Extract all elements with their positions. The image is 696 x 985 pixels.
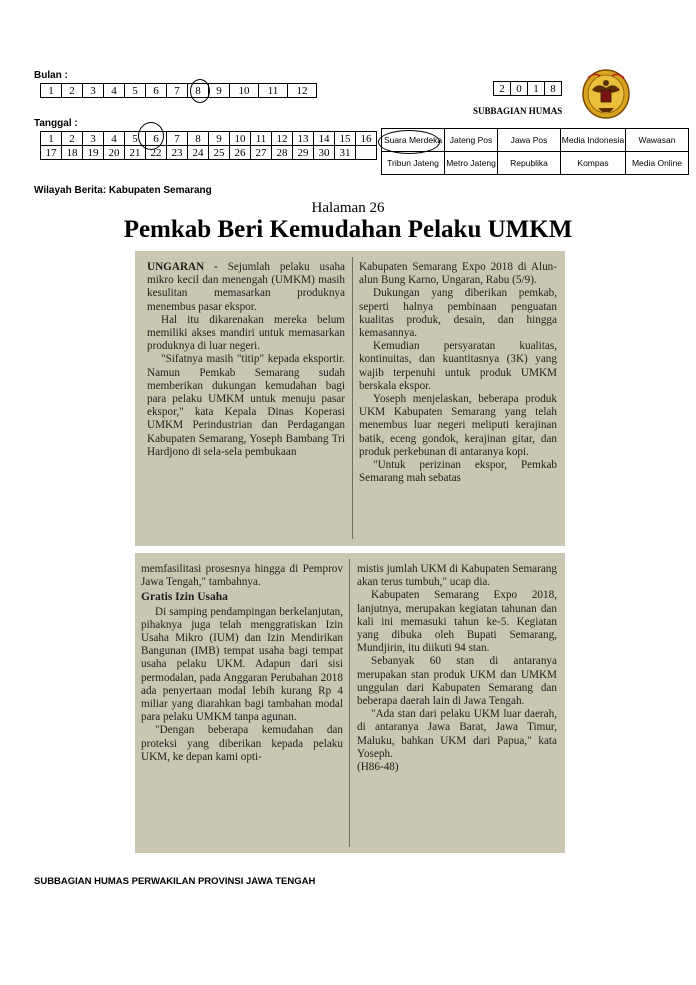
- month-cell: 4: [104, 84, 125, 98]
- dateline: UNGARAN -: [147, 261, 218, 273]
- paragraph: memfasilitasi prosesnya hingga di Pemprov Jawa Tengah," tambahnya.: [141, 563, 343, 589]
- paragraph: "Untuk perizinan ekspor, Pemkab Semarang mah sebatas: [359, 459, 557, 485]
- date-cell: 14: [314, 132, 335, 146]
- month-cell: 1: [41, 84, 62, 98]
- media-cell: Tribun Jateng: [382, 152, 445, 175]
- month-cell: 6: [146, 84, 167, 98]
- subbagian-humas: SUBBAGIAN HUMAS: [473, 106, 563, 116]
- paragraph: Kabupaten Semarang Expo 2018, lanjutnya, merupakan kegiatan tahunan dan kali ini memasuki tahun ke-5. Kegiatan yang dibuka oleh Bupati Semarang, Mundjirin, itu diikuti 94 stan.: [357, 589, 557, 655]
- paragraph: Dukungan yang diberikan pemkab, seperti halnya pembinaan penguatan kualitas produk, desain, dan hingga kemasannya.: [359, 287, 557, 340]
- page-number: Halaman 26: [311, 200, 385, 216]
- column-top-right: [359, 261, 557, 485]
- paragraph: mistis jumlah UKM di Kabupaten Semarang akan terus tumbuh," ucap dia.: [357, 563, 557, 589]
- clipping-top: [135, 251, 565, 546]
- article-code: (H86-48): [357, 761, 399, 774]
- date-cell: 3: [83, 132, 104, 146]
- date-cell: 13: [293, 132, 314, 146]
- media-cell: Jawa Pos: [498, 129, 561, 152]
- clipping-bottom: [135, 553, 565, 853]
- month-grid: [40, 83, 317, 98]
- year-box: [493, 81, 562, 96]
- month-cell: 12: [288, 84, 317, 98]
- date-cell: 26: [230, 146, 251, 160]
- column-divider: [352, 257, 353, 539]
- paragraph: "Sifatnya masih "titip" kepada eksportir. Namun Pemkab Semarang sudah memberikan dukungan kemudahan bagi para pelaku UMKM untuk menuju pasar ekspor," kata Kepala Dinas Koperasi UMKM Perindustrian dan Perdagangan Kabupaten Semarang, Yoseph Bambang Tri Hardjono di sela-sela pembukaan: [147, 353, 345, 458]
- date-cell: 2: [62, 132, 83, 146]
- year-digit: 2: [494, 82, 511, 96]
- month-cell: 8: [188, 84, 209, 98]
- paragraph: "Ada stan dari pelaku UKM luar daerah, di antaranya Jawa Barat, Jawa Timur, Maluku, bahkan UKM dari Papua," kata Yoseph.: [357, 708, 557, 760]
- paragraph: Kabupaten Semarang Expo 2018 di Alun-alun Bung Karno, Ungaran, Rabu (5/9).: [359, 261, 557, 287]
- date-cell: 5: [125, 132, 146, 146]
- date-cell: 28: [272, 146, 293, 160]
- subheading: Gratis Izin Usaha: [141, 591, 228, 604]
- media-cell: Republika: [498, 152, 561, 175]
- date-grid: [40, 131, 377, 160]
- media-cell: Media Online: [626, 152, 689, 175]
- paragraph: Di samping pendampingan berkelanjutan, pihaknya juga telah menggratiskan Izin Usaha Mikro (IUM) dan Izin Mendirikan Bangunan (IMB) tempat usaha bagi tempat usaha pelaku UKM. Adapun dari sisi permodalan, pada Anggaran Perubahan 2018 ada penyertaan modal lebih kurang Rp 4 miliar yang diarahkan bagi tambahan modal para pelaku UMKM tanpa agunan.: [141, 605, 343, 724]
- column-top-left: [147, 261, 345, 459]
- date-cell: 20: [104, 146, 125, 160]
- date-cell: 8: [188, 132, 209, 146]
- paragraph: Sejumlah pelaku usaha mikro kecil dan menengah (UMKM) masih kesulitan memasarkan produknya menembus pasar ekspor.: [147, 261, 346, 313]
- date-cell: 15: [335, 132, 356, 146]
- selected-date-circle: [138, 122, 164, 150]
- column-bottom-left: [141, 563, 343, 764]
- column-divider: [349, 559, 350, 847]
- year-digit: 8: [545, 82, 562, 96]
- month-cell: 5: [125, 84, 146, 98]
- media-cell: Media Indonesia: [561, 129, 626, 152]
- bulan-label: Bulan :: [34, 70, 68, 81]
- month-cell: 11: [259, 84, 288, 98]
- column-bottom-right: [357, 563, 557, 774]
- date-cell: 29: [293, 146, 314, 160]
- date-cell: 19: [83, 146, 104, 160]
- media-cell: Suara Merdeka: [382, 129, 445, 152]
- date-cell: 10: [230, 132, 251, 146]
- date-cell: 6: [146, 132, 167, 146]
- headline: Pemkab Beri Kemudahan Pelaku UMKM: [123, 216, 573, 243]
- month-cell: 9: [209, 84, 230, 98]
- date-cell: 7: [167, 132, 188, 146]
- wilayah-berita: Wilayah Berita: Kabupaten Semarang: [34, 185, 212, 196]
- media-cell: Wawasan: [626, 129, 689, 152]
- date-cell: 31: [335, 146, 356, 160]
- selected-media-circle: [378, 130, 440, 154]
- paragraph: Yoseph menjelaskan, beberapa produk UKM Kabupaten Semarang yang telah menembus luar negeri meliputi kerajinan batik, eceng gondok, kerajinan gitar, dan produk perkebunan di antaranya kopi.: [359, 393, 557, 458]
- date-cell: 4: [104, 132, 125, 146]
- date-cell: 25: [209, 146, 230, 160]
- date-cell: [356, 146, 377, 160]
- month-cell: 3: [83, 84, 104, 98]
- paragraph: "Dengan beberapa kemudahan dan proteksi yang diberikan kepada pelaku UKM, ke depan kami opti-: [141, 724, 343, 763]
- date-cell: 23: [167, 146, 188, 160]
- media-cell: Kompas: [561, 152, 626, 175]
- month-cell: 10: [230, 84, 259, 98]
- date-cell: 22: [146, 146, 167, 160]
- date-cell: 1: [41, 132, 62, 146]
- media-cell: Metro Jateng: [445, 152, 498, 175]
- date-cell: 16: [356, 132, 377, 146]
- selected-month-circle: [190, 79, 210, 103]
- date-cell: 18: [62, 146, 83, 160]
- footer: SUBBAGIAN HUMAS PERWAKILAN PROVINSI JAWA TENGAH: [34, 876, 316, 887]
- year-digit: 1: [528, 82, 545, 96]
- date-cell: 12: [272, 132, 293, 146]
- date-cell: 24: [188, 146, 209, 160]
- date-cell: 9: [209, 132, 230, 146]
- date-cell: 21: [125, 146, 146, 160]
- year-digit: 0: [511, 82, 528, 96]
- date-cell: 17: [41, 146, 62, 160]
- date-cell: 30: [314, 146, 335, 160]
- tanggal-label: Tanggal :: [34, 118, 78, 129]
- media-cell: Jateng Pos: [445, 129, 498, 152]
- garuda-emblem-icon: [580, 68, 632, 120]
- date-cell: 11: [251, 132, 272, 146]
- month-cell: 2: [62, 84, 83, 98]
- month-cell: 7: [167, 84, 188, 98]
- date-cell: 27: [251, 146, 272, 160]
- paragraph: Kemudian persyaratan kualitas, kontinuitas, dan kuantitasnya (3K) yang wajib terpenuhi untuk produk UMKM berskala ekspor.: [359, 340, 557, 392]
- paragraph: Sebanyak 60 stan di antaranya merupakan stan produk UKM dan UMKM unggulan dari Kabupaten Semarang dan beberapa daerah lain di Jawa Tengah.: [357, 655, 557, 708]
- paragraph: Hal itu dikarenakan mereka belum memiliki akses mandiri untuk memasarkan produknya di luar negeri.: [147, 313, 345, 353]
